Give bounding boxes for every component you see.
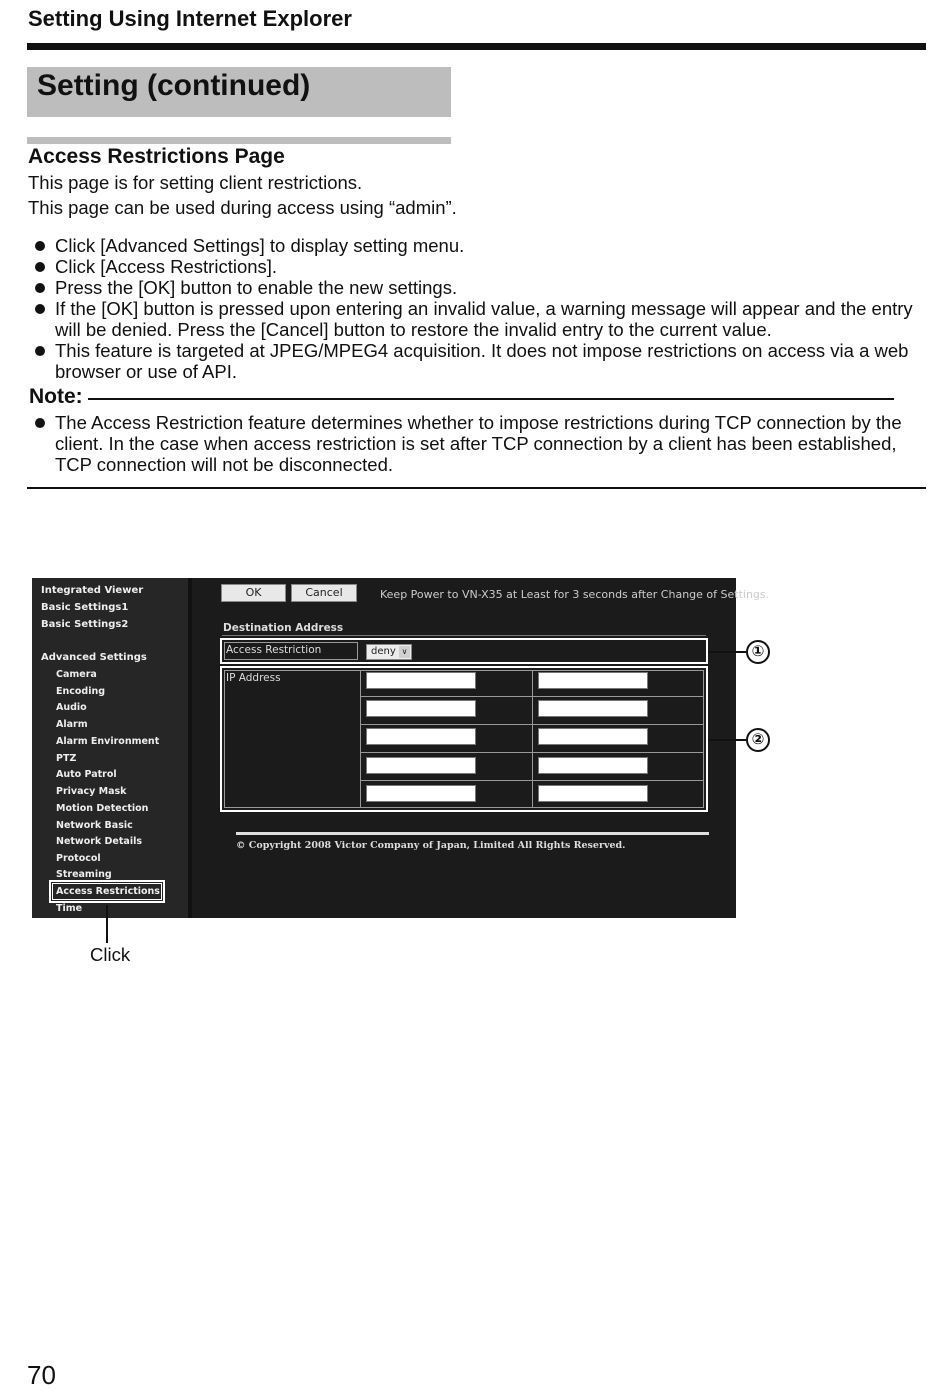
ip-address-input[interactable] bbox=[366, 757, 476, 774]
callout-leader-2 bbox=[708, 739, 746, 741]
bullet-icon bbox=[35, 283, 45, 293]
sidebar-item-basic-settings2[interactable]: Basic Settings2 bbox=[41, 619, 129, 630]
sidebar-item-privacy-mask[interactable]: Privacy Mask bbox=[56, 786, 127, 797]
ip-address-label: IP Address bbox=[226, 672, 281, 684]
ip-address-input[interactable] bbox=[538, 757, 648, 774]
running-header: Setting Using Internet Explorer bbox=[28, 6, 352, 31]
table-divider bbox=[360, 724, 704, 725]
list-item: Click [Access Restrictions]. bbox=[28, 256, 928, 277]
table-divider bbox=[360, 670, 361, 808]
ip-address-input[interactable] bbox=[538, 785, 648, 802]
sidebar-item-motion-detection[interactable]: Motion Detection bbox=[56, 803, 149, 814]
bullet-icon bbox=[35, 241, 45, 251]
destination-rule bbox=[222, 635, 706, 636]
note-list bbox=[28, 412, 928, 475]
ip-address-input[interactable] bbox=[538, 672, 648, 689]
note-label: Note: bbox=[29, 385, 83, 408]
sidebar-item-ptz[interactable]: PTZ bbox=[56, 753, 77, 764]
sidebar-item-network-details[interactable]: Network Details bbox=[56, 836, 142, 847]
sidebar-item-basic-settings1[interactable]: Basic Settings1 bbox=[41, 602, 129, 613]
list-item: Press the [OK] button to enable the new settings. bbox=[28, 277, 928, 298]
section-end-rule bbox=[27, 487, 926, 489]
sidebar-item-time[interactable]: Time bbox=[56, 903, 83, 914]
access-restriction-value: deny bbox=[371, 646, 396, 657]
bullet-icon bbox=[35, 262, 45, 272]
settings-screenshot bbox=[32, 578, 770, 918]
intro-line-2: This page can be used during access using “admin”. bbox=[28, 197, 457, 218]
ip-address-input[interactable] bbox=[538, 700, 648, 717]
section-title: Setting (continued) bbox=[37, 69, 311, 102]
ip-address-input[interactable] bbox=[538, 728, 648, 745]
table-divider bbox=[360, 696, 704, 697]
header-rule bbox=[27, 43, 926, 50]
list-item: This feature is targeted at JPEG/MPEG4 acquisition. It does not impose restrictions on access via a web browser or use of API. bbox=[28, 340, 928, 382]
sidebar-item-streaming[interactable]: Streaming bbox=[56, 869, 112, 880]
instruction-list bbox=[28, 235, 928, 382]
access-restrictions-highlight-inner bbox=[52, 883, 162, 900]
ok-button[interactable]: OK bbox=[221, 584, 286, 602]
section-rule bbox=[27, 137, 451, 144]
list-item: If the [OK] button is pressed upon entering an invalid value, a warning message will appear and the entry will be denied. Press the [Cancel] button to restore the invalid entry to the current value. bbox=[28, 298, 928, 340]
click-leader bbox=[106, 905, 108, 943]
copyright-text: © Copyright 2008 Victor Company of Japan, Limited All Rights Reserved. bbox=[236, 840, 626, 851]
subsection-title: Access Restrictions Page bbox=[28, 145, 285, 168]
sidebar-item-encoding[interactable]: Encoding bbox=[56, 686, 106, 697]
list-item: The Access Restriction feature determines whether to impose restrictions during TCP connection by the client. In the case when access restriction is set after TCP connection by a client has been established, TCP connection will not be disconnected. bbox=[28, 412, 928, 475]
bullet-icon bbox=[35, 304, 45, 314]
page-number: 70 bbox=[27, 1360, 56, 1390]
intro-line-1: This page is for setting client restrictions. bbox=[28, 172, 363, 193]
ip-address-input[interactable] bbox=[366, 672, 476, 689]
sidebar-item-integrated-viewer[interactable]: Integrated Viewer bbox=[41, 585, 144, 596]
table-divider bbox=[360, 780, 704, 781]
sidebar-item-network-basic[interactable]: Network Basic bbox=[56, 820, 133, 831]
list-item: Click [Advanced Settings] to display setting menu. bbox=[28, 235, 928, 256]
table-divider bbox=[360, 752, 704, 753]
click-label: Click bbox=[90, 944, 131, 965]
table-divider bbox=[532, 670, 533, 808]
bullet-icon bbox=[35, 418, 45, 428]
sidebar-item-camera[interactable]: Camera bbox=[56, 669, 97, 680]
chevron-down-icon: ∨ bbox=[399, 646, 410, 658]
callout-number-2: ② bbox=[746, 728, 770, 752]
ip-address-input[interactable] bbox=[366, 728, 476, 745]
access-restriction-select[interactable] bbox=[366, 644, 412, 660]
callout-leader-1 bbox=[708, 651, 746, 653]
access-restriction-label: Access Restriction bbox=[226, 644, 322, 656]
callout-number-1: ① bbox=[746, 640, 770, 664]
sidebar-item-alarm-environment[interactable]: Alarm Environment bbox=[56, 736, 160, 747]
sidebar-item-protocol[interactable]: Protocol bbox=[56, 853, 101, 864]
sidebar-item-audio[interactable]: Audio bbox=[56, 702, 87, 713]
cancel-button[interactable]: Cancel bbox=[291, 584, 357, 602]
destination-heading: Destination Address bbox=[223, 622, 344, 634]
bullet-icon bbox=[35, 346, 45, 356]
sidebar-item-alarm[interactable]: Alarm bbox=[56, 719, 88, 730]
footer-rule bbox=[236, 832, 709, 835]
note-rule bbox=[88, 398, 894, 400]
ip-address-input[interactable] bbox=[366, 700, 476, 717]
ip-address-input[interactable] bbox=[366, 785, 476, 802]
sidebar-divider bbox=[188, 578, 192, 918]
sidebar-item-access-restrictions[interactable]: Access Restrictions bbox=[56, 886, 160, 897]
power-notice: Keep Power to VN-X35 at Least for 3 seconds after Change of Settings. bbox=[380, 588, 770, 601]
settings-sidebar bbox=[32, 578, 188, 918]
sidebar-item-advanced-settings[interactable]: Advanced Settings bbox=[41, 652, 147, 663]
sidebar-item-auto-patrol[interactable]: Auto Patrol bbox=[56, 769, 117, 780]
